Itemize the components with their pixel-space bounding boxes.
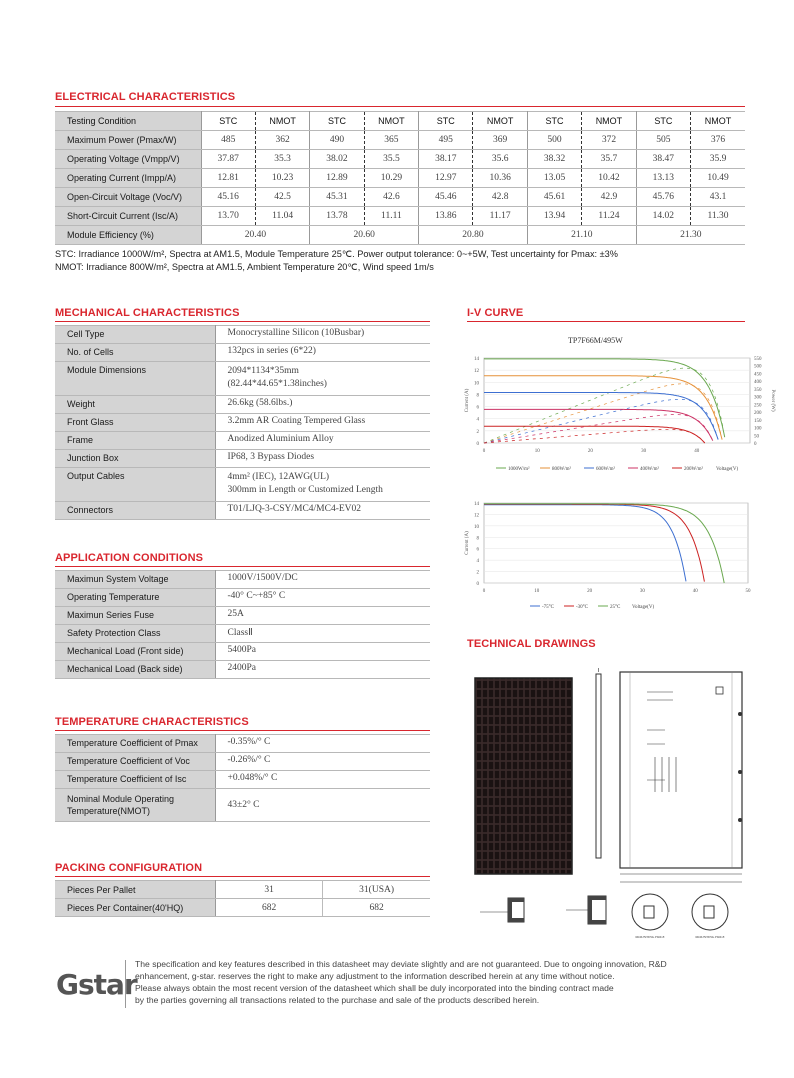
electrical-row: [55, 188, 745, 207]
cell-value: 362: [255, 131, 309, 150]
iv-curve-1: [484, 376, 722, 440]
row-label: Weight: [55, 396, 215, 414]
legend-label: 25°C: [610, 605, 621, 610]
cell-value: 11.30: [691, 207, 745, 226]
row-value: -40° C~+85° C: [215, 589, 430, 607]
mounting-hole-detail-2: [692, 894, 728, 930]
row-label: Maximun Series Fuse: [55, 607, 215, 625]
footer-text: [135, 958, 775, 1006]
y2-tick-label: 150: [754, 418, 762, 424]
column-header: NMOT: [364, 112, 418, 131]
mechanical-row: [55, 396, 430, 414]
x-tick-label: 0: [482, 589, 486, 594]
stc-note: STC: Irradiance 1000W/m², Spectra at AM1.5, Module Temperature 25℃. Power output tolerance: 0~+5W, Test uncertainty for Pmax: ±3%: [55, 249, 618, 259]
electrical-row: [55, 150, 745, 169]
mechanical-row: [55, 344, 430, 362]
iv-chart-temperature: [458, 495, 778, 615]
y-tick-label: 6: [476, 547, 479, 553]
row-value: 682: [323, 899, 430, 917]
iv-curve-1: [484, 504, 704, 581]
row-label: Safety Protection Class: [55, 625, 215, 643]
packing-row: [55, 881, 430, 899]
cell-value: 14.02: [636, 207, 690, 226]
cell-value: 45.16: [201, 188, 255, 207]
cell-value: 495: [419, 131, 473, 150]
cell-value: 13.78: [310, 207, 364, 226]
cell-value: 10.29: [364, 169, 418, 188]
drawings-title: TECHNICAL DRAWINGS: [467, 638, 596, 650]
y-tick-label: 14: [474, 357, 479, 362]
application-rule: [55, 566, 430, 567]
row-value: 43±2° C: [215, 789, 430, 822]
efficiency-value: 20.40: [201, 226, 310, 245]
cell-value: 10.36: [473, 169, 527, 188]
legend-label: 200W/m²: [684, 467, 703, 472]
row-value-line: (82.44*44.65*1.38inches): [227, 379, 327, 389]
temperature-row: [55, 771, 430, 789]
iv-curve-2: [484, 504, 724, 583]
column-header: STC: [527, 112, 581, 131]
temperature-row: [55, 789, 430, 822]
cell-value: 372: [582, 131, 636, 150]
x-tick-label: 50: [745, 589, 751, 594]
panel-back-drawing: [620, 672, 742, 868]
column-header: STC: [636, 112, 690, 131]
cell-value: 45.61: [527, 188, 581, 207]
cell-value: 13.86: [419, 207, 473, 226]
x-tick-label: 30: [639, 589, 645, 594]
cell-value: 42.9: [582, 188, 636, 207]
row-value: 132pcs in series (6*22): [215, 344, 430, 362]
cell-value: 38.32: [527, 150, 581, 169]
column-header: STC: [310, 112, 364, 131]
y2-axis-label: Power (W): [770, 389, 775, 412]
mounting-hole-label-1: MOUNTING HOLE: [635, 935, 665, 939]
y2-tick-label: 0: [754, 442, 757, 447]
cell-value: 38.17: [419, 150, 473, 169]
row-value-line: 2094*1134*35mm: [227, 366, 299, 376]
electrical-rule: [55, 106, 745, 107]
cell-value: 11.11: [364, 207, 418, 226]
cell-value: 12.89: [310, 169, 364, 188]
cell-value: 369: [473, 131, 527, 150]
row-value: -0.35%/° C: [215, 735, 430, 753]
mechanical-rule: [55, 321, 430, 322]
x-tick-label: 20: [587, 589, 593, 594]
electrical-row: [55, 131, 745, 150]
power-curve: [484, 429, 705, 443]
footer-line-4: by the parties governing all transactions related to the purchase and sale of the products described herein.: [135, 995, 540, 1005]
row-value: Monocrystalline Silicon (10Busbar): [215, 326, 430, 344]
cell-value: 42.6: [364, 188, 418, 207]
efficiency-value: 20.80: [419, 226, 528, 245]
y2-tick-label: 350: [754, 387, 762, 393]
cell-value: 42.5: [255, 188, 309, 207]
cell-value: 485: [201, 131, 255, 150]
nmot-note: NMOT: Irradiance 800W/m², Spectra at AM1.5, Ambient Temperature 20℃, Wind speed 1m/s: [55, 262, 434, 272]
mechanical-title: MECHANICAL CHARACTERISTICS: [55, 307, 240, 319]
power-curve: [484, 399, 718, 443]
iv-curve-4: [484, 426, 705, 443]
column-header: NMOT: [473, 112, 527, 131]
row-label: Output Cables: [55, 468, 215, 502]
mounting-hole-detail-1: [632, 894, 668, 930]
x-tick-label: 10: [534, 589, 540, 594]
row-label: Maximum Power (Pmax/W): [55, 131, 201, 150]
row-label: Front Glass: [55, 414, 215, 432]
efficiency-value: 21.30: [636, 226, 745, 245]
iv-curve-rule: [467, 321, 745, 322]
electrical-row: [55, 169, 745, 188]
application-table: [55, 570, 430, 679]
cell-value: 37.87: [201, 150, 255, 169]
temperature-rule: [55, 730, 430, 731]
packing-row: [55, 899, 430, 917]
mechanical-row: [55, 362, 430, 396]
iv-curve-3: [484, 409, 713, 440]
application-row: [55, 643, 430, 661]
y-tick-label: 4: [476, 559, 479, 565]
row-label: Temperature Coefficient of Pmax: [55, 735, 215, 753]
cell-value: 13.13: [636, 169, 690, 188]
application-row: [55, 607, 430, 625]
packing-table: [55, 880, 430, 917]
temperature-row: [55, 753, 430, 771]
x-tick-label: 10: [534, 449, 540, 454]
iv-curve-0: [484, 359, 725, 437]
y-tick-label: 2: [476, 570, 479, 576]
cell-value: 13.05: [527, 169, 581, 188]
row-label: Module Dimensions: [55, 362, 215, 396]
mechanical-row: [55, 468, 430, 502]
row-value: ClassⅡ: [215, 625, 430, 643]
y2-tick-label: 400: [754, 380, 762, 386]
y2-tick-label: 300: [754, 395, 762, 401]
temperature-table: [55, 734, 430, 822]
row-value: 31(USA): [323, 881, 430, 899]
cell-value: 35.7: [582, 150, 636, 169]
y-tick-label: 8: [476, 393, 479, 399]
x-axis-label: Voltage(V): [716, 467, 739, 472]
packing-title: PACKING CONFIGURATION: [55, 862, 203, 874]
y-tick-label: 10: [474, 381, 479, 387]
application-row: [55, 571, 430, 589]
header-label: Testing Condition: [55, 112, 201, 131]
y-tick-label: 12: [474, 513, 479, 519]
mechanical-row: [55, 502, 430, 520]
row-value: 682: [215, 899, 322, 917]
y2-tick-label: 500: [754, 364, 762, 370]
row-label: Mechanical Load (Front side): [55, 643, 215, 661]
efficiency-value: 20.60: [310, 226, 419, 245]
cell-value: 505: [636, 131, 690, 150]
cell-value: 43.1: [691, 188, 745, 207]
row-label: [55, 789, 215, 822]
x-tick-label: 0: [482, 449, 486, 454]
cell-value: 35.5: [364, 150, 418, 169]
cell-value: 10.23: [255, 169, 309, 188]
column-header: NMOT: [582, 112, 636, 131]
row-value: +0.048%/° C: [215, 771, 430, 789]
cell-value: 35.3: [255, 150, 309, 169]
y-tick-label: 10: [474, 524, 479, 530]
row-label-line: Nominal Module Operating: [67, 794, 175, 804]
panel-front-drawing: [475, 678, 572, 874]
y-axis-label: Current (A): [465, 388, 470, 413]
row-value: [215, 362, 430, 396]
iv-chart-irradiance: [458, 350, 778, 480]
row-value: 26.6kg (58.6lbs.): [215, 396, 430, 414]
packing-rule: [55, 876, 430, 877]
cell-value: 500: [527, 131, 581, 150]
row-label: Module Efficiency (%): [55, 226, 201, 245]
cell-value: 35.9: [691, 150, 745, 169]
legend-label: 400W/m²: [640, 467, 659, 472]
y-tick-label: 4: [476, 417, 479, 423]
cell-value: 45.76: [636, 188, 690, 207]
plot-frame: [484, 503, 748, 583]
electrical-row: [55, 207, 745, 226]
row-value: 31: [215, 881, 322, 899]
application-title: APPLICATION CONDITIONS: [55, 552, 204, 564]
row-value-line: 300mm in Length or Customized Length: [227, 485, 383, 495]
row-label: Pieces Per Container(40'HQ): [55, 899, 215, 917]
y2-tick-label: 550: [754, 357, 762, 362]
legend-label: 1000W/m²: [508, 467, 530, 472]
row-value: Anodized Aluminium Alloy: [215, 432, 430, 450]
y-tick-label: 0: [476, 582, 479, 587]
row-label: Operating Voltage (Vmpp/V): [55, 150, 201, 169]
cell-value: 10.42: [582, 169, 636, 188]
gstar-logo: Gstar: [56, 968, 137, 1001]
cell-value: 45.46: [419, 188, 473, 207]
row-label: Frame: [55, 432, 215, 450]
y-tick-label: 0: [476, 442, 479, 447]
row-label: Temperature Coefficient of Isc: [55, 771, 215, 789]
legend-label: -75°C: [542, 605, 554, 610]
row-label: Open-Circuit Voltage (Voc/V): [55, 188, 201, 207]
row-label: Junction Box: [55, 450, 215, 468]
cell-value: 12.97: [419, 169, 473, 188]
row-value: 1000V/1500V/DC: [215, 571, 430, 589]
row-value: 5400Pa: [215, 643, 430, 661]
cell-value: 10.49: [691, 169, 745, 188]
x-axis-label: Voltage(V): [632, 605, 655, 610]
cell-value: 45.31: [310, 188, 364, 207]
mechanical-row: [55, 414, 430, 432]
row-value: -0.26%/° C: [215, 753, 430, 771]
row-label: Operating Temperature: [55, 589, 215, 607]
footer-line-3: Please always obtain the most recent version of the datasheet which shall be duly incorporated into the binding contract made: [135, 983, 614, 993]
y2-tick-label: 100: [754, 426, 762, 432]
application-row: [55, 661, 430, 679]
technical-drawings: [470, 662, 760, 942]
efficiency-value: 21.10: [527, 226, 636, 245]
row-label: Cell Type: [55, 326, 215, 344]
row-value: 2400Pa: [215, 661, 430, 679]
mechanical-row: [55, 450, 430, 468]
footer-line-1: The specification and key features described in this datasheet may deviate slightly and are not guaranteed. Due to ongoing innovation, R&D: [135, 959, 667, 969]
row-value: T01/LJQ-3-CSY/MC4/MC4-EV02: [215, 502, 430, 520]
row-value: 3.2mm AR Coating Tempered Glass: [215, 414, 430, 432]
row-label-line: Temperature(NMOT): [67, 806, 151, 816]
column-header: STC: [201, 112, 255, 131]
x-tick-label: 40: [694, 449, 700, 454]
legend-label: 600W/m²: [596, 467, 615, 472]
row-label: Pieces Per Pallet: [55, 881, 215, 899]
cell-value: 12.81: [201, 169, 255, 188]
temperature-row: [55, 735, 430, 753]
chart1-title: TP7F66M/495W: [568, 336, 623, 345]
cell-value: 42.8: [473, 188, 527, 207]
application-row: [55, 625, 430, 643]
row-label: Mechanical Load (Back side): [55, 661, 215, 679]
y2-tick-label: 50: [754, 434, 759, 440]
application-row: [55, 589, 430, 607]
y-tick-label: 12: [474, 369, 479, 375]
cell-value: 490: [310, 131, 364, 150]
column-header: NMOT: [691, 112, 745, 131]
y2-tick-label: 450: [754, 372, 762, 378]
x-tick-label: 30: [641, 449, 647, 454]
mechanical-table: [55, 325, 430, 520]
cell-value: 38.47: [636, 150, 690, 169]
y-tick-label: 8: [476, 536, 479, 542]
cell-value: 11.24: [582, 207, 636, 226]
mechanical-row: [55, 326, 430, 344]
column-header: STC: [419, 112, 473, 131]
x-tick-label: 40: [692, 589, 698, 594]
y-tick-label: 6: [476, 405, 479, 411]
footer-line-2: enhancement, g-star. reserves the right to make any adjustment to the information described herein at any time without notice.: [135, 971, 615, 981]
row-label: Connectors: [55, 502, 215, 520]
mechanical-row: [55, 432, 430, 450]
row-label: Temperature Coefficient of Voc: [55, 753, 215, 771]
row-value-line: 4mm² (IEC), 12AWG(UL): [227, 472, 330, 482]
row-value: IP68, 3 Bypass Diodes: [215, 450, 430, 468]
panel-side-drawing: [596, 674, 601, 858]
x-tick-label: 20: [587, 449, 593, 454]
row-label: Short-Circuit Current (Isc/A): [55, 207, 201, 226]
efficiency-row: [55, 226, 745, 245]
row-value: [215, 468, 430, 502]
iv-curve-0: [484, 505, 686, 582]
y2-tick-label: 200: [754, 411, 762, 417]
plot-frame: [484, 358, 750, 443]
row-label: Operating Current (Impp/A): [55, 169, 201, 188]
cell-value: 11.17: [473, 207, 527, 226]
cell-value: 38.02: [310, 150, 364, 169]
legend-label: 800W/m²: [552, 467, 571, 472]
temperature-title: TEMPERATURE CHARACTERISTICS: [55, 716, 249, 728]
legend-label: -30°C: [576, 605, 588, 610]
column-header: NMOT: [255, 112, 309, 131]
cell-value: 13.70: [201, 207, 255, 226]
electrical-header-row: [55, 112, 745, 131]
y-tick-label: 2: [476, 429, 479, 435]
mounting-hole-label-2: MOUNTING HOLE: [695, 935, 725, 939]
cell-value: 376: [691, 131, 745, 150]
y-tick-label: 14: [474, 502, 479, 507]
row-value: 25A: [215, 607, 430, 625]
cell-value: 365: [364, 131, 418, 150]
y-axis-label: Current (A): [465, 531, 470, 555]
electrical-table: [55, 111, 745, 245]
row-label: Maximun System Voltage: [55, 571, 215, 589]
row-label: No. of Cells: [55, 344, 215, 362]
cell-value: 13.94: [527, 207, 581, 226]
cell-value: 35.6: [473, 150, 527, 169]
electrical-title: ELECTRICAL CHARACTERISTICS: [55, 91, 236, 103]
iv-curve-title: I-V CURVE: [467, 307, 524, 319]
cell-value: 11.04: [255, 207, 309, 226]
y2-tick-label: 250: [754, 403, 762, 409]
